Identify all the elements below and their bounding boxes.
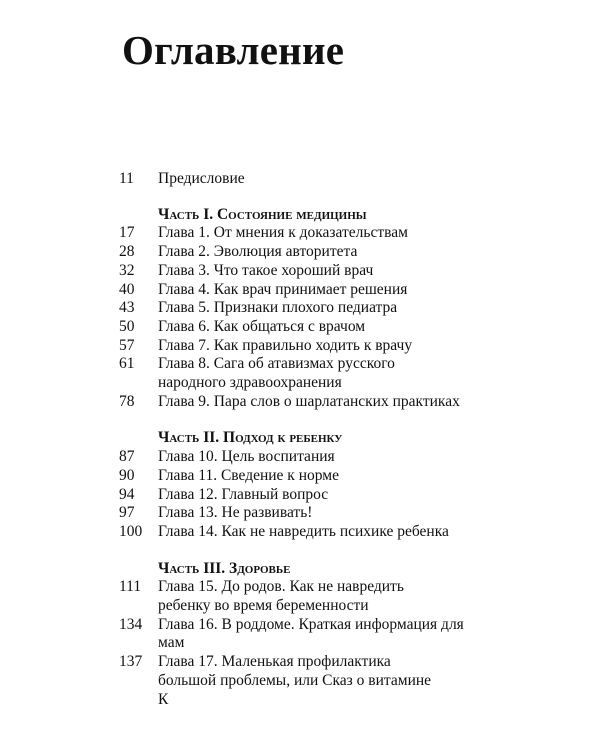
toc-entry: [0, 486, 600, 505]
toc-entry-label: Глава 1. От мнения к доказательствам: [158, 224, 408, 242]
toc-page-number: 32: [119, 261, 135, 279]
toc-entry: [0, 262, 600, 281]
toc-entry: [0, 504, 600, 523]
toc-page-number: 111: [119, 578, 142, 596]
toc-entry: [0, 653, 600, 709]
toc-entry-label: Глава 2. Эволюция авторитета: [158, 243, 358, 261]
toc-page-number: 134: [119, 615, 143, 633]
toc-page-number: 90: [119, 466, 135, 484]
toc-page-number: 94: [119, 485, 135, 503]
toc-page-number: 40: [119, 280, 135, 298]
toc-page-number: 137: [119, 653, 143, 671]
toc-entry: [0, 467, 600, 486]
toc-entry-label: Глава 9. Пара слов о шарлатанских практиках: [158, 392, 460, 410]
toc-entry: [0, 448, 600, 467]
toc-entry: [0, 337, 600, 356]
toc-entry-preface: [0, 170, 600, 189]
toc-page-number: 57: [119, 336, 135, 354]
toc-entry-label: Глава 12. Главный вопрос: [158, 485, 329, 503]
toc-page-number: 17: [119, 224, 135, 242]
toc-entry: [0, 243, 600, 262]
toc-entry-label: Глава 17. Маленькая профилактика большой проблемы, или Сказ о витамине К: [158, 653, 432, 708]
toc-entry: [0, 281, 600, 300]
toc-entry: [0, 299, 600, 318]
toc-entry-label: Глава 15. До родов. Как не навредить ребенку во время беременности: [158, 578, 404, 615]
toc-entry-label: Глава 13. Не развивать!: [158, 504, 313, 522]
toc-entry-label: Глава 16. В роддоме. Краткая информация для мам: [158, 615, 464, 652]
table-of-contents: [0, 170, 600, 709]
page-title: Оглавление: [122, 27, 345, 73]
toc-entry-label: Глава 6. Как общаться с врачом: [158, 317, 366, 335]
toc-entry: [0, 318, 600, 337]
toc-entry-label: Глава 11. Сведение к норме: [158, 466, 339, 484]
toc-part-heading: Часть II. Подход к ребенку: [158, 429, 343, 447]
toc-part-heading: Часть III. Здоровье: [158, 559, 291, 577]
toc-page-number: 28: [119, 243, 135, 261]
toc-entry: [0, 355, 600, 392]
toc-entry: [0, 616, 600, 653]
toc-entry-label: Глава 7. Как правильно ходить к врачу: [158, 336, 413, 354]
toc-page-number: 43: [119, 299, 135, 317]
toc-entry-label: Глава 3. Что такое хороший врач: [158, 261, 374, 279]
toc-entry-label: Глава 5. Признаки плохого педиатра: [158, 299, 398, 317]
toc-entry: [0, 224, 600, 243]
toc-page-number: 11: [119, 170, 134, 187]
toc-entry: [0, 523, 600, 542]
toc-entry-label: Глава 10. Цель воспитания: [158, 448, 335, 466]
toc-entry-label: Глава 4. Как врач принимает решения: [158, 280, 408, 298]
toc-entry-label: Глава 8. Сага об атавизмах русского народного здравоохранения: [158, 355, 395, 392]
toc-entry-label: Предисловие: [158, 170, 245, 187]
toc-entry: [0, 393, 600, 412]
toc-part-heading: Часть I. Состояние медицины: [158, 205, 367, 223]
toc-page-number: 97: [119, 504, 135, 522]
toc-page-number: 78: [119, 392, 135, 410]
toc-page-number: 61: [119, 355, 135, 373]
toc-page-number: 50: [119, 317, 135, 335]
toc-entry: [0, 578, 600, 615]
toc-entry-label: Глава 14. Как не навредить психике ребенка: [158, 522, 449, 540]
toc-page-number: 100: [119, 522, 143, 540]
toc-page-number: 87: [119, 448, 135, 466]
